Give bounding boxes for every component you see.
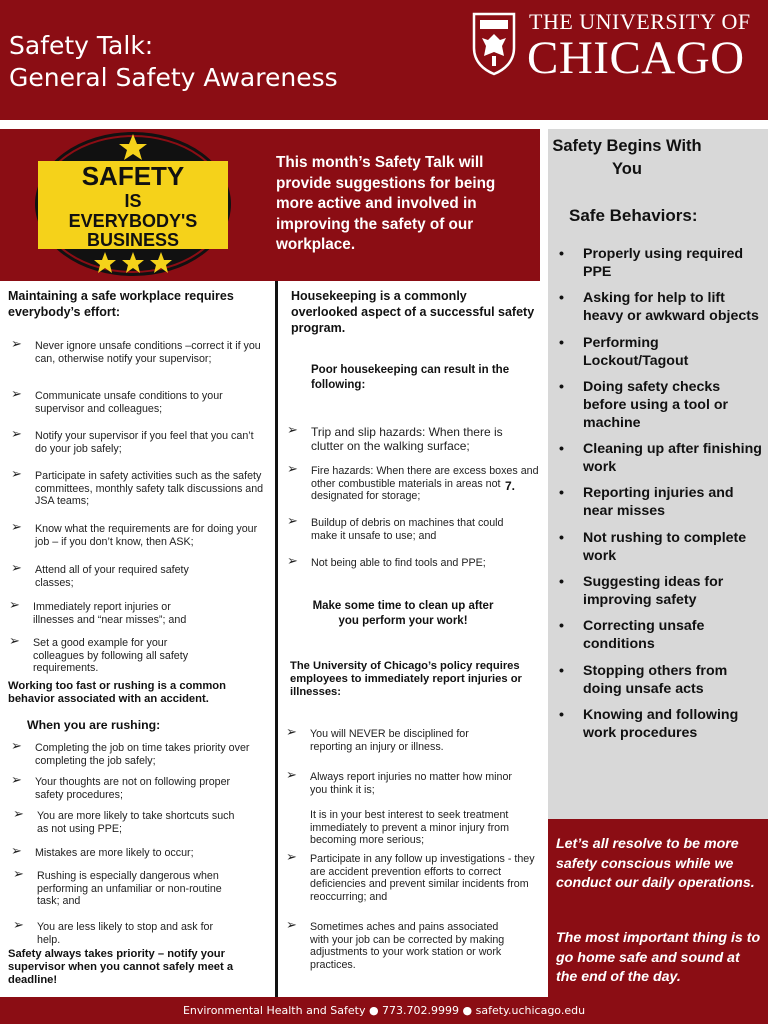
arrow-bullet-icon: ➢ [13, 917, 24, 932]
list-item: • Doing safety checks before using a tool or machine [559, 378, 729, 431]
list-item: ➢ Rushing is especially dangerous when performing an unfamiliar or non-routine task; and [13, 866, 222, 907]
arrow-bullet-icon: ➢ [286, 849, 297, 864]
closing-important-text: The most important thing is to go home safe and sound at the end of the day. [556, 930, 761, 985]
list-item: ➢ Trip and slip hazards: When there is clutter on the walking surface; [287, 422, 503, 453]
list-item: ➢ You will NEVER be disciplined for reporting an injury or illness. [286, 724, 469, 753]
safety-badge-logo [34, 131, 232, 277]
list-item: • Reporting injuries and near misses [559, 485, 734, 520]
arrow-bullet-icon: ➢ [11, 466, 22, 481]
when-rushing-heading: When you are rushing: [27, 718, 161, 732]
badge-text-business: BUSINESS [86, 230, 180, 250]
safe-behaviors-list [556, 245, 764, 750]
closing-panel [548, 819, 768, 997]
list-item: ➢ Participate in safety activities such as the safety committees, monthly safety talk discussions and JSA teams; [11, 466, 264, 507]
list-item: • Performing Lockout/Tagout [559, 334, 689, 369]
bullet-icon: • [559, 529, 564, 546]
list-item: • Cleaning up after finishing work [559, 441, 762, 476]
badge-text-everybodys: EVERYBODY'S [68, 211, 198, 231]
arrow-bullet-icon: ➢ [286, 767, 297, 782]
arrow-bullet-icon: ➢ [287, 461, 298, 476]
middle-heading: Housekeeping is a commonly overlooked aspect of a successful safety program. [291, 289, 535, 335]
list-item: • Stopping others from doing unsafe acts [559, 662, 728, 697]
bullet-icon: • [559, 246, 564, 262]
list-item: ➢ Participate in any follow up investigations - they are accident prevention efforts to correct deficiencies and prevent similar incidents from reoccurring; and [286, 849, 535, 903]
arrow-bullet-icon: ➢ [11, 843, 22, 858]
list-item: ➢ Buildup of debris on machines that could make it unsafe to use; and [287, 513, 504, 542]
arrow-bullet-icon: ➢ [13, 806, 24, 821]
arrow-bullet-icon: ➢ [11, 386, 22, 401]
arrow-bullet-icon: ➢ [11, 772, 22, 787]
badge-text-is: IS [124, 191, 142, 211]
column-divider [275, 281, 278, 997]
list-item: ➢ Fire hazards: When there are excess boxes and other combustible materials in areas not designated for storage; [287, 461, 539, 502]
list-item: • Not rushing to complete work [559, 529, 747, 564]
bullet-icon: • [559, 485, 564, 502]
bullet-icon: • [559, 706, 564, 723]
list-item: ➢ Set a good example for your colleagues by following all safety requirements. [9, 633, 189, 674]
list-item: ➢ Your thoughts are not on following proper safety procedures; [11, 772, 231, 801]
arrow-bullet-icon: ➢ [11, 336, 22, 351]
bullet-icon: • [559, 334, 564, 351]
sidebar-title: Safety Begins With You [552, 137, 702, 178]
list-item: ➢ Mistakes are more likely to occur; [11, 843, 194, 859]
list-item: ➢ Communicate unsafe conditions to your supervisor and colleagues; [11, 386, 223, 415]
list-item: • Asking for help to lift heavy or awkward objects [559, 290, 759, 325]
header-banner [0, 0, 768, 120]
bullet-icon: • [559, 378, 564, 395]
arrow-bullet-icon: ➢ [9, 633, 20, 648]
arrow-bullet-icon: ➢ [11, 519, 22, 534]
page-title-line1: Safety Talk: [9, 31, 154, 60]
left-closing: Safety always takes priority – notify your supervisor when you cannot safely meet a deadline! [8, 948, 234, 986]
arrow-bullet-icon: ➢ [287, 422, 298, 437]
list-item: ➢ Not being able to find tools and PPE; [287, 553, 486, 569]
list-item: ➢ Know what the requirements are for doing your job – if you don’t know, then ASK; [11, 519, 258, 548]
badge-text-safety: SAFETY [81, 161, 185, 191]
left-heading: Maintaining a safe workplace requires everybody’s effort: [8, 289, 234, 319]
cleanup-callout: Make some time to clean up after you perform your work! [312, 600, 494, 627]
rushing-heading: Working too fast or rushing is a common behavior associated with an accident. [8, 680, 226, 705]
bullet-icon: • [559, 574, 564, 591]
university-shield-icon [470, 12, 518, 76]
arrow-bullet-icon: ➢ [11, 560, 22, 575]
arrow-bullet-icon: ➢ [13, 866, 24, 881]
bullet-icon: • [559, 618, 564, 635]
list-item: • Correcting unsafe conditions [559, 618, 705, 653]
sidebar-subtitle: Safe Behaviors: [569, 206, 698, 225]
closing-resolve-text: Let’s all resolve to be more safety conscious while we conduct our daily operations. [556, 836, 755, 891]
list-item: ➢ Attend all of your required safety classes; [11, 560, 189, 589]
poor-housekeeping-heading: Poor housekeeping can result in the following: [311, 364, 510, 391]
arrow-bullet-icon: ➢ [11, 426, 22, 441]
arrow-bullet-icon: ➢ [286, 917, 297, 932]
list-item: ➢ Never ignore unsafe conditions –correct it if you can, otherwise notify your supervisor; [11, 336, 261, 365]
bullet-icon: • [559, 441, 564, 458]
arrow-bullet-icon: ➢ [11, 738, 22, 753]
page-number: 7. [505, 479, 516, 493]
list-item: ➢ You are less likely to stop and ask for help. [13, 917, 214, 946]
list-item: ➢ Always report injuries no matter how minor you think it is; [286, 767, 512, 796]
footer-contact: Environmental Health and Safety ● 773.702.9999 ● safety.uchicago.edu [0, 997, 768, 1024]
arrow-bullet-icon: ➢ [9, 597, 20, 612]
policy-heading: The University of Chicago’s policy requires employees to immediately report injuries or illnesses: [290, 660, 522, 698]
list-item: ➢ Sometimes aches and pains associated with your job can be corrected by making adjustments to your work station or work practices. [286, 917, 505, 971]
page-title-line2: General Safety Awareness [9, 63, 338, 92]
list-item: ➢ You are more likely to take shortcuts such as not using PPE; [13, 806, 235, 835]
list-item: ➢ Completing the job on time takes priority over completing the job safely; [11, 738, 250, 767]
bullet-icon: • [559, 290, 564, 307]
university-name-top: THE UNIVERSITY OF [529, 9, 751, 34]
arrow-bullet-icon: ➢ [287, 513, 298, 528]
list-item: • Knowing and following work procedures [559, 706, 739, 741]
list-item: ➢ Immediately report injuries or illnesses and “near misses”; and [9, 597, 187, 626]
intro-text: This month’s Safety Talk will provide suggestions for being more active and involved in improving the safety of our workplace. [276, 154, 496, 253]
list-item: It is in your best interest to seek treatment immediately to prevent a minor injury from becoming more serious; [310, 809, 509, 846]
university-name: CHICAGO [527, 32, 745, 84]
arrow-bullet-icon: ➢ [287, 553, 298, 568]
list-item: • Suggesting ideas for improving safety [559, 574, 724, 609]
bullet-icon: • [559, 662, 564, 679]
list-item: • Properly using required PPE [559, 246, 744, 280]
arrow-bullet-icon: ➢ [286, 724, 297, 739]
header-divider [0, 120, 768, 129]
list-item: ➢ Notify your supervisor if you feel that you can’t do your job safely; [11, 426, 254, 455]
